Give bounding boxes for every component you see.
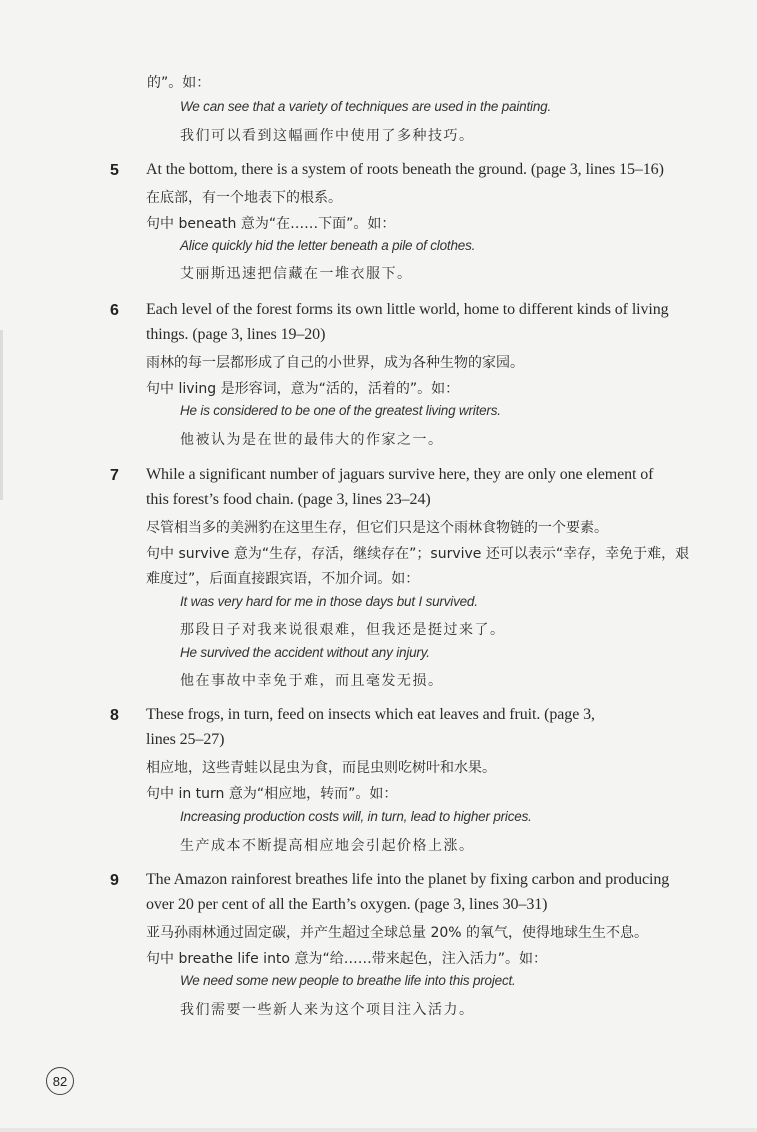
example-en: He survived the accident without any injury. (180, 645, 430, 660)
example-zh: 生产成本不断提高相应地会引起价格上涨。 (180, 838, 475, 854)
item-number: 5 (110, 162, 119, 179)
intro-line: 的”。如： (147, 75, 211, 91)
item-sentence: While a significant number of jaguars survive here, they are only one element of (146, 466, 654, 483)
example-en: Increasing production costs will, in turn, lead to higher prices. (180, 809, 532, 824)
example-en: It was very hard for me in those days but I survived. (180, 594, 478, 609)
example-en: He is considered to be one of the greatest living writers. (180, 403, 501, 418)
item-note: 句中 survive 意为“生存，存活，继续存在”；survive 还可以表示“幸存，幸免于难，艰 (146, 546, 690, 562)
item-translation: 亚马孙雨林通过固定碳，并产生超过全球总量 20% 的氧气，使得地球生生不息。 (146, 925, 649, 941)
bottom-edge (0, 1128, 757, 1132)
item-translation: 在底部，有一个地表下的根系。 (146, 190, 342, 206)
item-sentence: this forest’s food chain. (page 3, lines 23–24) (146, 491, 431, 508)
example-zh: 他在事故中幸免于难，而且毫发无损。 (180, 673, 444, 689)
item-number: 9 (110, 872, 119, 889)
item-sentence: things. (page 3, lines 19–20) (146, 326, 326, 343)
item-note: 难度过”，后面直接跟宾语，不加介词。如： (146, 571, 420, 587)
item-translation: 尽管相当多的美洲豹在这里生存，但它们只是这个雨林食物链的一个要素。 (146, 520, 608, 536)
example-en: We need some new people to breathe life into this project. (180, 973, 516, 988)
item-number: 6 (110, 302, 119, 319)
example-zh: 那段日子对我来说很艰难，但我还是挺过来了。 (180, 622, 506, 638)
example-zh: 我们可以看到这幅画作中使用了多种技巧。 (180, 128, 475, 144)
item-number: 7 (110, 467, 119, 484)
item-sentence: lines 25–27) (146, 731, 225, 748)
item-note: 句中 beneath 意为“在……下面”。如： (146, 216, 396, 232)
item-translation: 雨林的每一层都形成了自己的小世界，成为各种生物的家园。 (146, 355, 524, 371)
page-number: 82 (46, 1067, 74, 1095)
example-zh: 他被认为是在世的最伟大的作家之一。 (180, 432, 444, 448)
page-edge-shadow (0, 330, 3, 500)
item-note: 句中 living 是形容词，意为“活的，活着的”。如： (146, 381, 460, 397)
item-number: 8 (110, 707, 119, 724)
example-en: Alice quickly hid the letter beneath a pile of clothes. (180, 238, 476, 253)
item-sentence: The Amazon rainforest breathes life into the planet by fixing carbon and producing (146, 871, 670, 888)
example-zh: 我们需要一些新人来为这个项目注入活力。 (180, 1002, 475, 1018)
item-sentence: At the bottom, there is a system of roots beneath the ground. (page 3, lines 15–16) (146, 161, 664, 178)
item-sentence: These frogs, in turn, feed on insects which eat leaves and fruit. (page 3, (146, 706, 595, 723)
example-en: We can see that a variety of techniques are used in the painting. (180, 99, 551, 114)
item-sentence: over 20 per cent of all the Earth’s oxygen. (page 3, lines 30–31) (146, 896, 548, 913)
item-note: 句中 breathe life into 意为“给……带来起色，注入活力”。如： (146, 951, 547, 967)
item-translation: 相应地，这些青蛙以昆虫为食，而昆虫则吃树叶和水果。 (146, 760, 496, 776)
item-note: 句中 in turn 意为“相应地，转而”。如： (146, 786, 398, 802)
item-sentence: Each level of the forest forms its own little world, home to different kinds of living (146, 301, 669, 318)
example-zh: 艾丽斯迅速把信藏在一堆衣服下。 (180, 266, 413, 282)
